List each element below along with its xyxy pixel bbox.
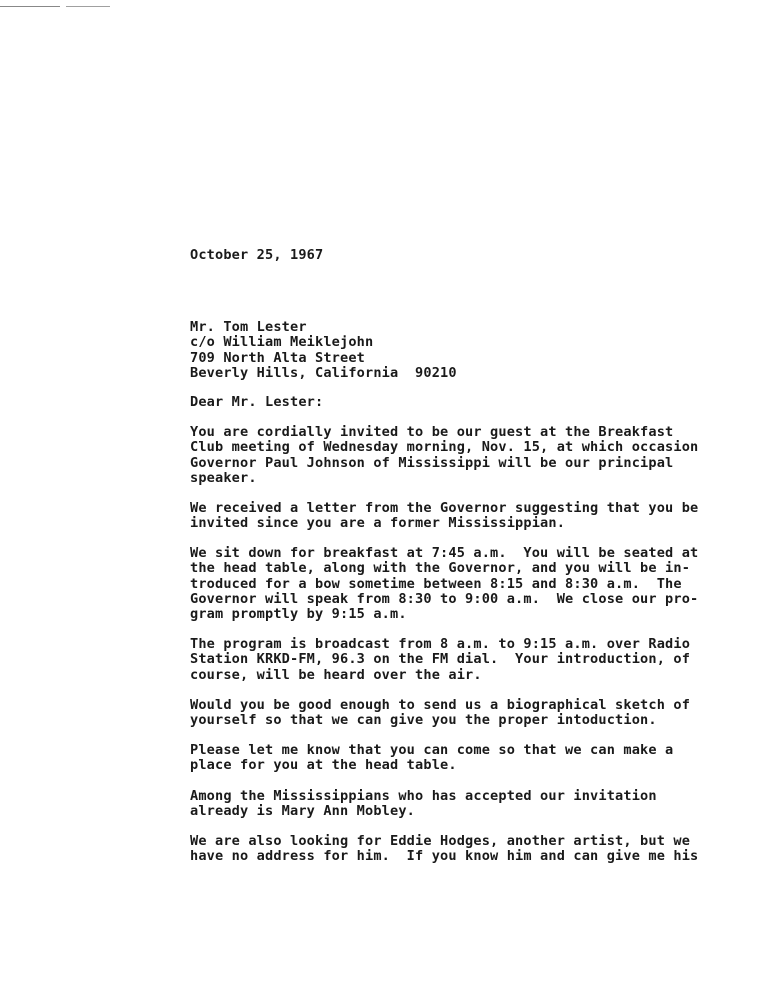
paragraph-line: invited since you are a former Mississippian. <box>190 515 566 532</box>
paragraph-other-guests <box>190 789 750 819</box>
recipient-street: 709 North Alta Street <box>190 349 366 366</box>
letter-body <box>190 248 750 879</box>
paragraph-schedule <box>190 546 750 622</box>
paragraph-governor-letter <box>190 501 750 531</box>
letter-date: October 25, 1967 <box>190 247 324 263</box>
paragraph-broadcast <box>190 637 750 683</box>
paragraph-line: Please let me know that you can come so that we can make a <box>190 742 674 759</box>
paragraph-line: course, will be heard over the air. <box>190 666 482 683</box>
paragraph-rsvp <box>190 743 750 773</box>
paragraph-line: Club meeting of Wednesday morning, Nov. 15, at which occasion <box>190 439 699 456</box>
paragraph-eddie-hodges <box>190 834 750 864</box>
recipient-city-line: Beverly Hills, California 90210 <box>190 364 457 381</box>
recipient-care-of: c/o William Meiklejohn <box>190 334 374 351</box>
paragraph-line: Among the Mississippians who has accepted our invitation <box>190 787 657 804</box>
recipient-address <box>190 320 750 381</box>
paragraph-biography-request <box>190 698 750 728</box>
paragraph-line: place for you at the head table. <box>190 757 457 774</box>
salutation: Dear Mr. Lester: <box>190 393 324 410</box>
top-edge-rule <box>0 6 763 7</box>
paragraph-line: yourself so that we can give you the proper intoduction. <box>190 711 657 728</box>
paragraph-line: the head table, along with the Governor, and you will be in- <box>190 560 691 577</box>
paragraph-line: already is Mary Ann Mobley. <box>190 802 416 819</box>
paragraph-line: Station KRKD-FM, 96.3 on the FM dial. Your introduction, of <box>190 651 691 668</box>
paragraph-line: Would you be good enough to send us a biographical sketch of <box>190 696 691 713</box>
paragraph-line: speaker. <box>190 469 257 486</box>
paragraph-line: Governor will speak from 8:30 to 9:00 a.m. We close our pro- <box>190 590 699 607</box>
paragraph-line: Governor Paul Johnson of Mississippi will be our principal <box>190 454 674 471</box>
paragraph-line: We sit down for breakfast at 7:45 a.m. You will be seated at <box>190 545 699 562</box>
paragraph-line: have no address for him. If you know him and can give me his <box>190 848 699 865</box>
paragraph-line: You are cordially invited to be our guest at the Breakfast <box>190 424 674 441</box>
paragraph-line: troduced for a bow sometime between 8:15 and 8:30 a.m. The <box>190 575 682 592</box>
paragraph-invitation <box>190 425 750 486</box>
paragraph-line: The program is broadcast from 8 a.m. to 9:15 a.m. over Radio <box>190 636 691 653</box>
paragraph-line: We are also looking for Eddie Hodges, another artist, but we <box>190 832 691 849</box>
paragraph-line: We received a letter from the Governor suggesting that you be <box>190 499 699 516</box>
recipient-name: Mr. Tom Lester <box>190 319 307 336</box>
paragraph-line: gram promptly by 9:15 a.m. <box>190 606 407 622</box>
